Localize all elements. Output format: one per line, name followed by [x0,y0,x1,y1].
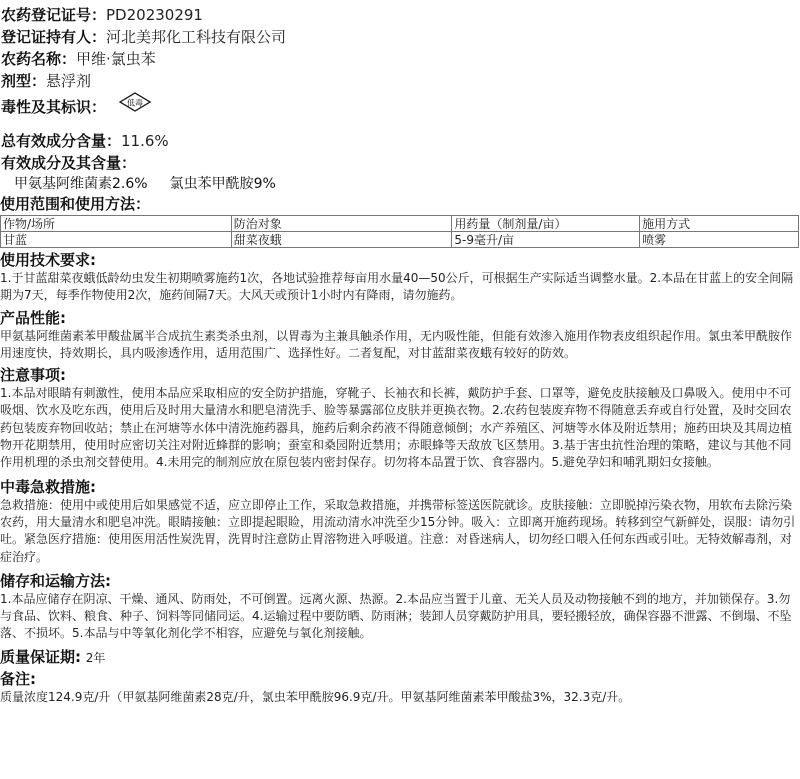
technique-text: 1.于甘蓝甜菜夜蛾低龄幼虫发生初期喷雾施药1次，各地试验推荐每亩用水量40—50公斤，可根据生产实际适当调整水量。2.本品在甘蓝上的安全间隔期为7天，每季作物使用2次，施药间隔7天。大风天或预计1小时内有降雨，请勿施药。 [0,271,794,303]
technique-title: 使用技术要求: [0,251,96,269]
registration-holder-label: 登记证持有人： [1,28,107,46]
table-cell: 甘蓝 [1,232,232,248]
first-aid-title: 中毒急救措施: [0,477,96,496]
precautions-text: 1.本品对眼睛有刺激性，使用本品应采取相应的安全防护措施，穿靴子、长袖衣和长裤，戴防护手套、口罩等，避免皮肤接触及口鼻吸入。使用中不可吸烟、饮水及吃东西，使用后及时用大量清水和肥皂清洗手、脸等暴露部位皮肤并更换衣物。2.农药包装废弃物不得随意丢弃或自行处置，及时交回农药包装废弃物回收站；禁止在河塘等水体中清洗施药器具，施药后剩余药液不得随意倾倒；水产养殖区、河塘等水体及附近禁用；施药田块及其周边植物开花期禁用，使用时应密切关注对附近蜂群的影响；蚕室和桑园附近禁用；赤眼蜂等天敌放飞区禁用。3.基于害虫抗性治理的策略，建议与其他不同作用机理的杀虫剂交替使用。4.未用完的制剂应放在原包装内密封保存。切勿将本品置于饮、食容器内。5.避免孕妇和哺乳期妇女接触。 [0,386,793,470]
table-row [1,232,799,248]
formulation-row [0,70,800,92]
remarks-text: 质量浓度124.9克/升（甲氨基阿维菌素28克/升，氯虫苯甲酰胺96.9克/升。甲氨基阿维菌素苯甲酸盐3%，32.3克/升。 [0,689,631,704]
toxicity-row [0,92,800,122]
formulation-value: 悬浮剂 [46,72,92,90]
ingredient-item: 氯虫苯甲酰胺9% [169,176,276,192]
total-content-label: 总有效成分含量： [1,132,122,150]
table-header-cell: 施用方式 [640,216,799,232]
table-header-cell: 用药量（制剂量/亩） [452,216,640,232]
total-content-value: 11.6% [121,132,169,150]
performance-text: 甲氨基阿维菌素苯甲酸盐属半合成抗生素类杀虫剂，以胃毒为主兼具触杀作用，无内吸性能，但能有效渗入施用作物表皮组织起作用。氯虫苯甲酰胺作用速度快，持效期长，具内吸渗透作用，适用范围广、选择性好。二者复配，对甘蓝甜菜夜蛾有较好的防效。 [0,328,793,360]
pesticide-name-row [0,48,800,70]
registration-holder-value: 河北美邦化工科技有限公司 [106,28,287,46]
ingredient-item: 甲氨基阿维菌素2.6% [14,176,148,192]
registration-number-row [0,4,800,26]
storage-title: 储存和运输方法: [0,571,111,590]
table-header-cell: 作物/场所 [1,216,232,232]
total-content-row [0,130,800,152]
table-header-cell: 防治对象 [231,216,452,232]
toxicity-badge-text: 低毒 [126,98,143,108]
usage-table [0,215,799,248]
ingredients-list [0,174,800,194]
remarks-title: 备注: [0,669,36,688]
ingredients-header-row [0,152,800,174]
pesticide-name-label: 农药名称： [1,50,77,68]
table-cell: 5-9毫升/亩 [452,232,640,248]
warranty-label: 质量保证期: [0,647,81,666]
warranty-row [0,646,800,669]
registration-number-label: 农药登记证号： [1,6,107,24]
formulation-label: 剂型： [1,72,47,90]
usage-title: 使用范围和使用方法： [0,195,151,213]
toxicity-label: 毒性及其标识： [1,98,107,116]
registration-holder-row [0,26,800,48]
precautions-title: 注意事项: [0,366,66,385]
table-header-row [1,216,799,232]
table-cell: 甜菜夜蛾 [231,232,452,248]
registration-number-value: PD20230291 [106,6,203,24]
table-cell: 喷雾 [640,232,799,248]
pesticide-name-value: 甲维·氯虫苯 [76,50,156,68]
ingredients-label: 有效成分及其含量： [1,154,137,172]
performance-title: 产品性能: [0,308,66,327]
first-aid-text: 急救措施：使用中或使用后如果感觉不适，应立即停止工作，采取急救措施，并携带标签送医院就诊。皮肤接触：立即脱掉污染衣物，用软布去除污染农药，用大量清水和肥皂冲洗。眼睛接触：立即提起眼睑，用流动清水冲洗至少15分钟。吸入：立即离开施药现场。转移到空气新鲜处，误服：请勿引吐。紧急医疗措施：使用医用活性炭洗胃，洗胃时注意防止胃溶物进入呼吸道。注意：对昏迷病人，切勿经口喂入任何东西或引吐。无特效解毒剂，对症治疗。 [0,497,796,564]
storage-text: 1.本品应储存在阴凉、干燥、通风、防雨处，不可倒置。远离火源、热源。2.本品应当置于儿童、无关人员及动物接触不到的地方，并加锁保存。3.勿与食品、饮料、粮食、种子、饲料等同储同运。4.运输过程中要防晒、防雨淋；装卸人员穿戴防护用具，要轻搬轻放，确保容器不泄露、不倒塌、不坠落、不损坏。5.本品与中等氧化剂化学不相容，应避免与氧化剂接触。 [0,591,792,641]
warranty-value: 2年 [85,650,106,665]
low-toxicity-badge-icon [117,91,153,122]
